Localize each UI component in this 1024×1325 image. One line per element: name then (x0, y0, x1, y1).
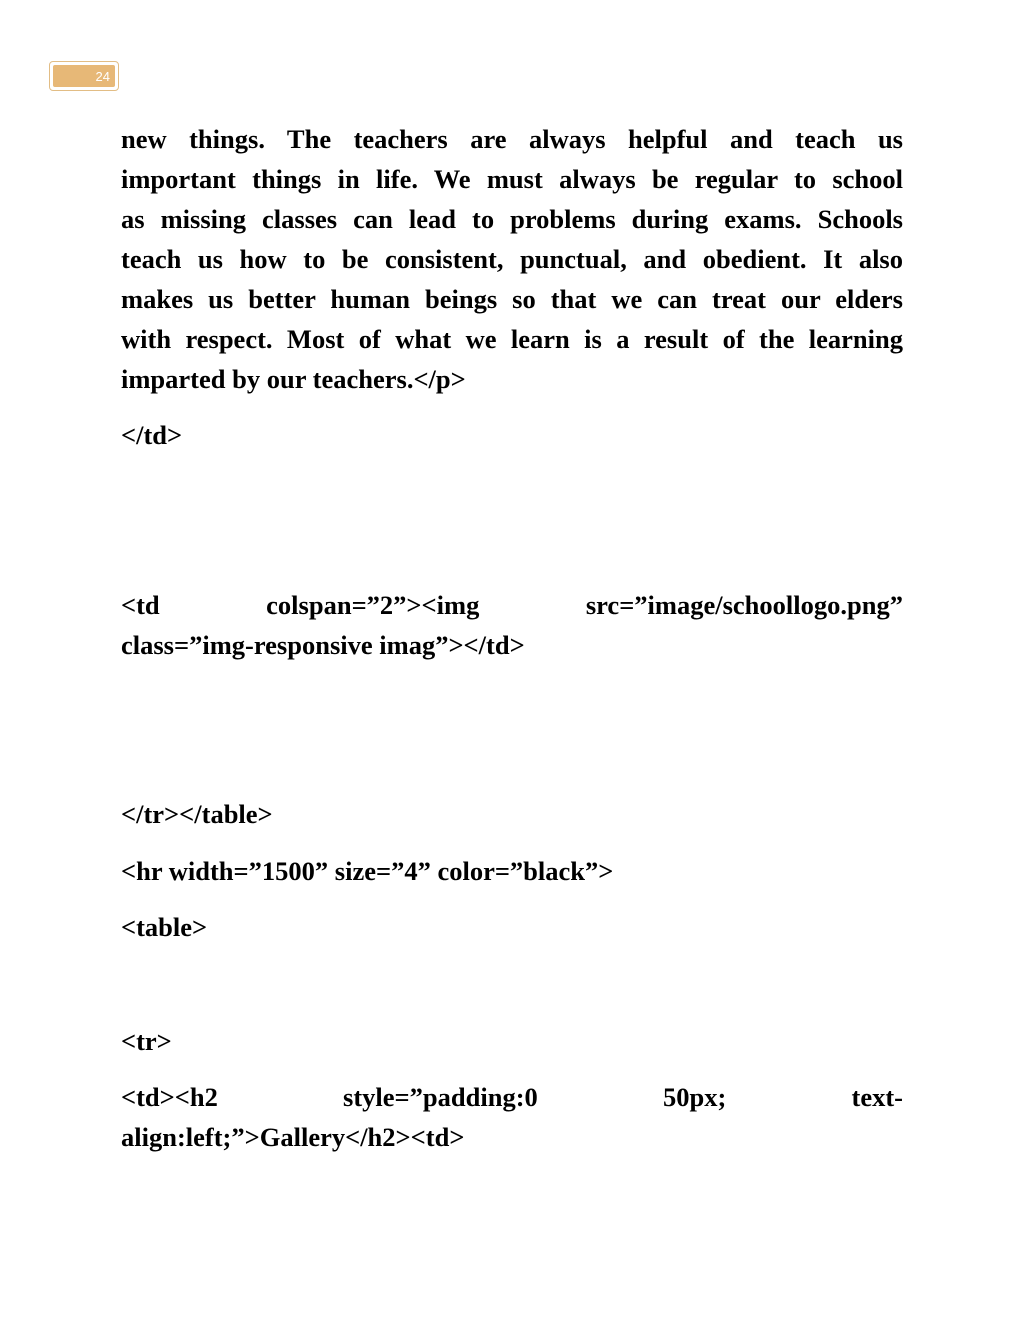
code-line: <hr width=”1500” size=”4” color=”black”> (121, 856, 614, 886)
code-line: <tr> (121, 1026, 172, 1056)
code-line: </tr></table> (121, 799, 273, 829)
paragraph-line: teach us how to be consistent, punctual, and obedient. It also (121, 244, 903, 274)
paragraph-line: important things in life. We must always be regular to school (121, 164, 903, 194)
paragraph-line: as missing classes can lead to problems during exams. Schools (121, 204, 903, 234)
paragraph-line: new things. The teachers are always helpful and teach us (121, 124, 903, 154)
code-line: <td><h2 style=”padding:0 50px; text- (121, 1082, 903, 1112)
code-line: <table> (121, 912, 208, 942)
paragraph-line: imparted by our teachers.</p> (121, 364, 466, 394)
page-number-badge-fill (53, 65, 115, 87)
page-number-badge (49, 61, 119, 91)
paragraph-line: with respect. Most of what we learn is a result of the learning (121, 324, 903, 354)
code-line: </td> (121, 420, 183, 450)
code-line: <td colspan=”2”><img src=”image/schoollogo.png” (121, 590, 903, 620)
code-line: align:left;”>Gallery</h2><td> (121, 1122, 465, 1152)
code-line: class=”img-responsive imag”></td> (121, 630, 525, 660)
page-number: 24 (95, 68, 110, 84)
paragraph-line: makes us better human beings so that we can treat our elders (121, 284, 903, 314)
